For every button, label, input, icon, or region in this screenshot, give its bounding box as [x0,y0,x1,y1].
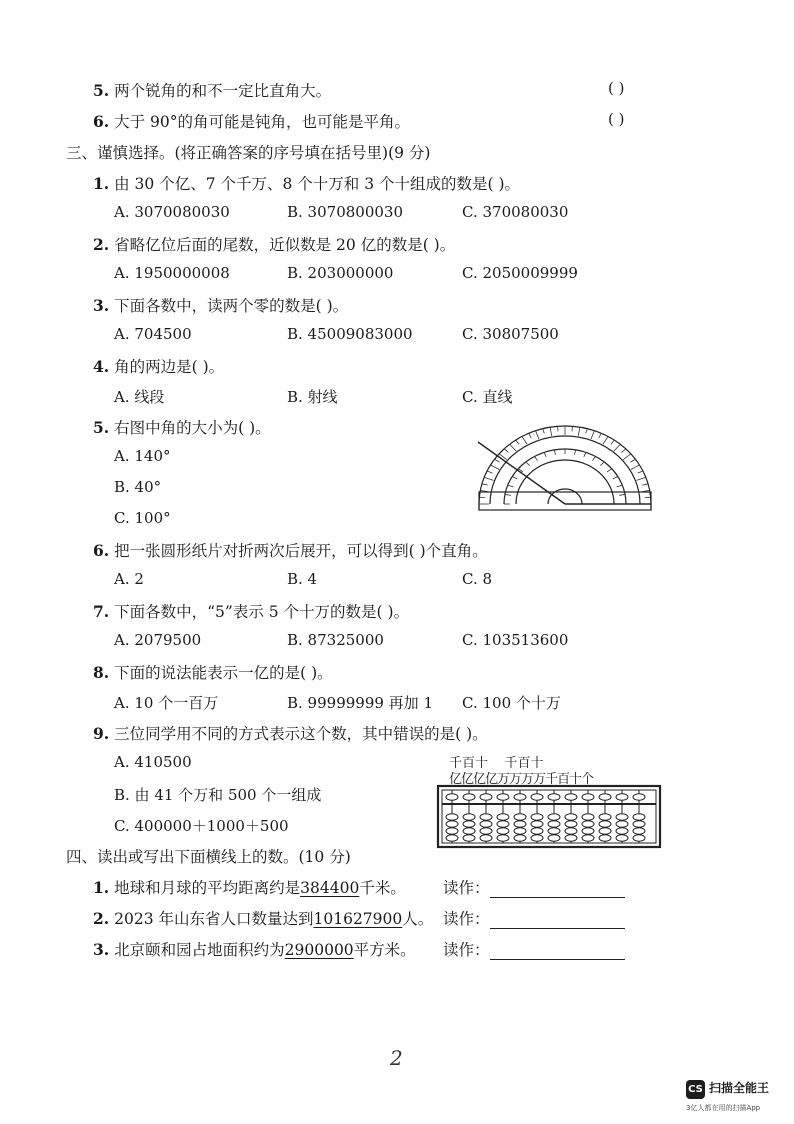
watermark-tagline: 3亿人都在用的扫描App [686,1104,761,1112]
item-number: 5. [93,81,110,100]
choice-question-5 [93,416,271,438]
underlined-number: 2900000 [284,941,354,959]
question-text: 三位同学用不同的方式表示这个数，其中错误的是( )。 [114,725,488,743]
option-b[interactable]: B. 4 [287,570,318,588]
abacus-bead [582,835,594,841]
option-a[interactable]: A. 704500 [114,325,192,343]
abacus-bead [531,814,543,820]
protractor-tick [636,477,645,480]
abacus-bead [548,821,560,827]
protractor-figure [470,420,660,515]
abacus-bead [633,835,645,841]
protractor-tick [607,469,612,472]
abacus-bead [480,828,492,834]
option-a[interactable]: A. 2079500 [114,631,202,649]
option-a[interactable]: A. 410500 [114,753,192,771]
question-text: 角的两边是( )。 [114,358,225,376]
option-b[interactable]: B. 87325000 [287,631,384,649]
choice-question-3 [93,294,348,316]
abacus-bead [514,794,526,800]
option-a[interactable]: A. 3070080030 [114,203,230,221]
abacus-bead [480,821,492,827]
abacus-bead [582,821,594,827]
abacus-bead [633,828,645,834]
option-b[interactable]: B. 射线 [287,388,338,406]
choice-question-6 [93,539,488,561]
abacus-bead [548,835,560,841]
option-c[interactable]: C. 100° [114,509,171,527]
read-answer-1 [443,876,625,898]
question-number: 2. [93,235,110,254]
read-label: 读作： [443,941,490,959]
protractor-tick [613,477,618,480]
protractor-tick [575,450,576,455]
abacus-bead [480,835,492,841]
camscanner-logo-icon: CS [686,1080,705,1099]
protractor-tick [631,459,636,462]
abacus-bead [616,835,628,841]
underlined-number: 384400 [300,879,360,897]
question-number: 6. [93,541,110,560]
abacus-bead [633,794,645,800]
option-c[interactable]: C. 100 个十万 [462,694,561,712]
abacus-bead [582,794,594,800]
abacus-bead [582,814,594,820]
question-text: 下面各数中，“5”表示 5 个十万的数是( )。 [114,603,410,621]
abacus-bead [565,794,577,800]
protractor-tick [591,431,594,439]
protractor-tick [491,465,500,470]
question-number: 4. [93,357,110,376]
abacus-bead [565,814,577,820]
option-a[interactable]: A. 10 个一百万 [114,694,219,712]
read-item-1 [93,876,406,898]
question-text: 由 30 个亿、7 个千万、8 个十万和 3 个十组成的数是( )。 [114,175,521,193]
item-text: 北京颐和园占地面积约为 [114,941,285,959]
abacus-bead [531,821,543,827]
protractor-tick [593,456,596,460]
abacus-bead [599,821,611,827]
protractor-tick [572,426,573,431]
choice-question-4 [93,355,224,377]
protractor-tick [554,450,555,455]
protractor-tick [482,484,488,485]
protractor-tick [642,484,648,485]
read-label: 读作： [443,910,490,928]
question-text: 下面的说法能表示一亿的是( )。 [114,664,333,682]
abacus-bead [497,821,509,827]
protractor-tick [484,477,493,480]
abacus-bottom-labels: 亿亿亿亿万万万万千百十个 [449,772,594,787]
protractor-tick [529,433,532,438]
abacus-bead [616,821,628,827]
abacus-bead [446,794,458,800]
protractor-tick [611,440,614,444]
item-number: 1. [93,878,110,897]
abacus-bead [548,828,560,834]
abacus-figure [436,784,662,849]
protractor-tick [550,427,552,436]
option-b[interactable]: B. 由 41 个万和 500 个一组成 [114,786,322,804]
item-text: 两个锐角的和不一定比直角大。 [114,82,332,100]
protractor-tick [505,494,511,495]
page-number: 2 [390,1046,403,1070]
abacus-bead [531,835,543,841]
question-text: 省略亿位后面的尾数，近似数是 20 亿的数是( )。 [114,236,456,254]
question-number: 3. [93,296,110,315]
option-c[interactable]: C. 2050009999 [462,264,578,282]
abacus-bead [633,821,645,827]
abacus-bead [616,814,628,820]
abacus-bead [548,794,560,800]
protractor-tick [584,452,586,457]
abacus-bead [599,828,611,834]
option-c[interactable]: C. 30807500 [462,325,559,343]
choice-question-7 [93,600,409,622]
abacus-bead [599,835,611,841]
read-label: 读作： [443,879,490,897]
abacus-bead [633,814,645,820]
choice-question-1 [93,172,520,194]
protractor-tick [495,459,500,462]
abacus-bead [616,794,628,800]
protractor-tick [558,426,559,431]
protractor-tick [600,462,604,466]
abacus-top-labels: 千百十 千百十 [449,756,544,771]
answer-blank[interactable] [490,881,625,898]
item-text: 地球和月球的平均距离约是 [114,879,301,897]
question-number: 8. [93,663,110,682]
abacus-bead [616,828,628,834]
protractor-tick [578,427,580,436]
abacus-bead [497,828,509,834]
read-item-2 [93,907,433,929]
protractor-tick [499,454,507,460]
protractor-tick [512,477,517,480]
option-c[interactable]: C. 直线 [462,388,513,406]
protractor-tick [535,456,538,460]
abacus-bead [548,814,560,820]
protractor-tick [617,485,623,487]
protractor-tick [586,429,588,434]
abacus-bead [565,821,577,827]
protractor-tick [631,465,640,470]
abacus-bead [463,821,475,827]
protractor-tick [487,471,492,473]
protractor-tick [522,436,527,444]
item-text: 2023 年山东省人口数量达到 [114,910,314,928]
item-number: 6. [93,112,110,131]
question-number: 5. [93,418,110,437]
protractor-tick [508,485,514,487]
section-3-title: 三、谨慎选择。(将正确答案的序号填在括号里)(9 分) [66,144,431,162]
abacus-bead [514,835,526,841]
abacus-bead [514,828,526,834]
question-number: 1. [93,174,110,193]
protractor-tick [622,449,626,453]
choice-question-9 [93,722,488,744]
abacus-bead [599,814,611,820]
option-c[interactable]: C. 103513600 [462,631,569,649]
read-item-3 [93,938,416,960]
answer-paren[interactable]: ( ) [608,79,625,97]
protractor-tick [599,433,602,438]
option-a[interactable]: A. 1950000008 [114,264,230,282]
protractor-tick [504,449,508,453]
abacus-bead [514,821,526,827]
option-b[interactable]: B. 40° [114,478,162,496]
abacus-bead [463,794,475,800]
section-4-title: 四、读出或写出下面横线上的数。(10 分) [66,848,351,866]
choice-question-2 [93,233,455,255]
option-b[interactable]: B. 99999999 再加 1 [287,694,433,712]
protractor-tick [638,471,643,473]
option-b[interactable]: B. 3070800030 [287,203,403,221]
protractor-tick [614,444,620,451]
protractor-tick [619,494,625,495]
read-answer-3 [443,938,625,960]
item-text: 大于 90°的角可能是钝角，也可能是平角。 [114,113,411,131]
abacus-bead [531,828,543,834]
item-unit: 平方米。 [353,941,416,959]
option-b[interactable]: B. 45009083000 [287,325,413,343]
choice-question-8 [93,661,333,683]
protractor-tick [510,444,516,451]
protractor-tick [544,452,546,457]
underlined-number: 101627900 [313,910,403,928]
abacus-bead [446,828,458,834]
abacus-bead [463,814,475,820]
abacus-bead [497,814,509,820]
option-b[interactable]: B. 203000000 [287,264,394,282]
protractor-tick [543,429,545,434]
option-a[interactable]: A. 线段 [114,388,165,406]
abacus-bead [531,794,543,800]
answer-blank[interactable] [490,912,625,929]
item-number: 3. [93,940,110,959]
abacus-bead [565,828,577,834]
question-text: 右图中角的大小为( )。 [114,419,271,437]
abacus-bead [497,794,509,800]
abacus-bead [446,814,458,820]
option-a[interactable]: A. 140° [114,447,171,465]
abacus-bead [497,835,509,841]
protractor-tick [603,436,608,444]
judge-item-6 [93,110,410,132]
item-unit: 人。 [402,910,434,928]
question-text: 把一张圆形纸片对折两次后展开，可以得到( )个直角。 [114,542,488,560]
abacus-bead [514,814,526,820]
question-number: 9. [93,724,110,743]
protractor-tick [623,454,631,460]
abacus-bead [480,814,492,820]
abacus-bead [582,828,594,834]
abacus-bead [446,821,458,827]
watermark-name: 扫描全能王 [709,1081,770,1095]
option-c[interactable]: C. 8 [462,570,493,588]
abacus-bead [565,835,577,841]
option-c[interactable]: C. 370080030 [462,203,569,221]
abacus-bead [480,794,492,800]
question-number: 7. [93,602,110,621]
abacus-bead [599,794,611,800]
item-number: 2. [93,909,110,928]
question-text: 下面各数中，读两个零的数是( )。 [114,297,349,315]
item-unit: 千米。 [359,879,406,897]
judge-item-5 [93,79,331,101]
option-c[interactable]: C. 400000＋1000＋500 [114,817,289,835]
abacus-bead [463,828,475,834]
option-a[interactable]: A. 2 [114,570,144,588]
protractor-tick [536,431,539,439]
answer-paren[interactable]: ( ) [608,110,625,128]
protractor-tick [526,462,530,466]
answer-blank[interactable] [490,943,625,960]
abacus-bead [446,835,458,841]
read-answer-2 [443,907,625,929]
abacus-bead [463,835,475,841]
protractor-tick [516,440,519,444]
